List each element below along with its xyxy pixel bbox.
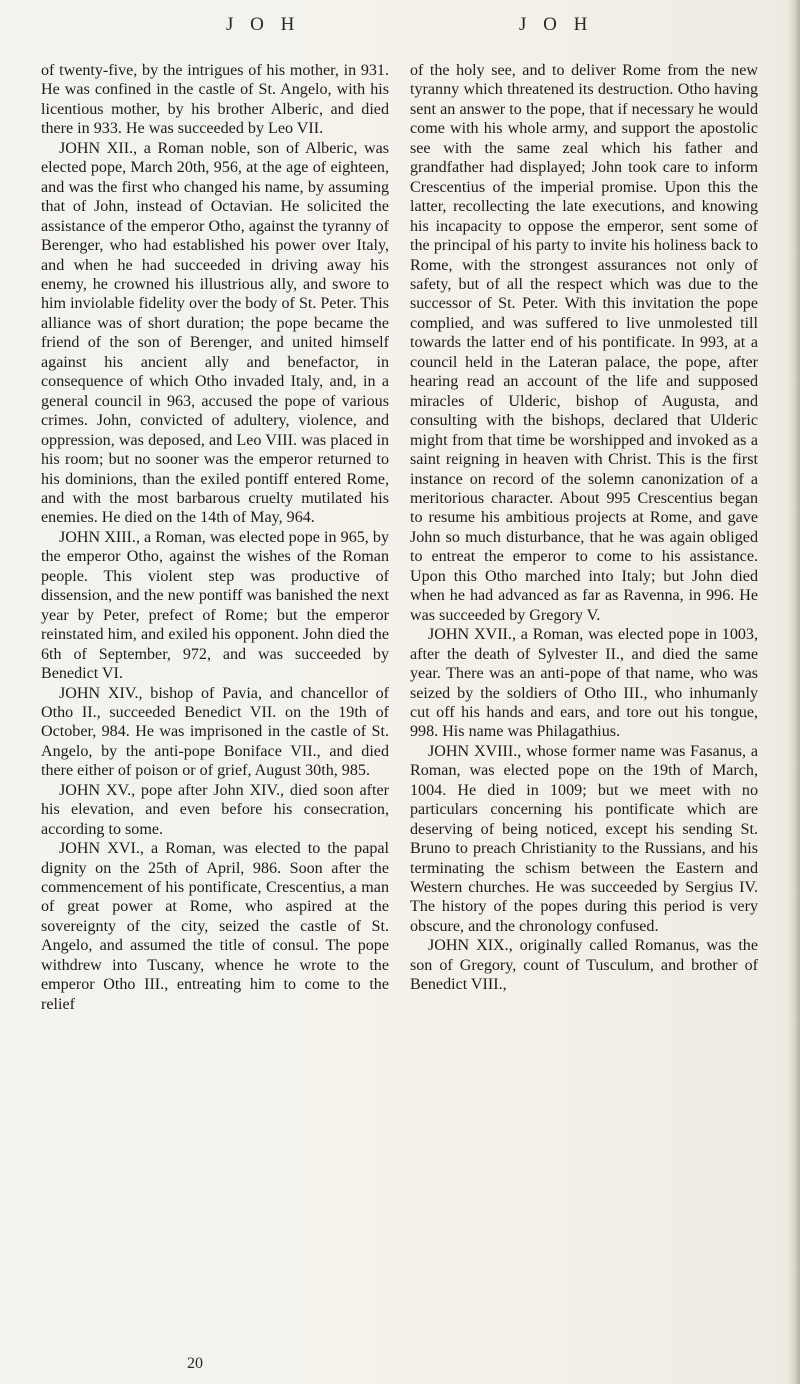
page-number: 20 — [187, 1355, 203, 1372]
entry-john-xvi: JOHN XVI., a Roman, was elected to the papal dignity on the 25th of April, 986. Soon after the commencement of his pontificate, Crescentius, a man of great power at Rome, who aspired at the sovereignty of the city, seized the castle of St. Angelo, and assumed the title of consul. The pope withdrew into Tuscany, whence he wrote to the emperor Otho III., entreating him to come to the relief — [41, 840, 389, 1013]
right-column — [410, 61, 758, 995]
entry-john-xix: JOHN XIX., originally called Romanus, was the son of Gregory, count of Tusculum, and brother of Benedict VIII., — [410, 937, 758, 994]
entry-john-xv: JOHN XV., pope after John XIV., died soon after his elevation, and even before his consecration, according to some. — [41, 781, 389, 838]
left-column — [41, 61, 389, 1014]
entry-john-xii: JOHN XII., a Roman noble, son of Alberic, was elected pope, March 20th, 956, at the age of eighteen, and was the first who changed his name, by assuming that of John, instead of Octavian. He solicited the assistance of the emperor Otho, against the tyranny of Berenger, who had established his power over Italy, and when he had succeeded in driving away his enemy, he crowned his illustrious ally, and swore to him inviolable fidelity over the body of St. Peter. This alliance was of short duration; the pope became the friend of the son of Berenger, and united himself against his ancient ally and benefactor, in consequence of which Otho invaded Italy, and, in a general council in 963, accused the pope of various crimes. John, convicted of adultery, violence, and oppression, was deposed, and Leo VIII. was placed in his room; but no sooner was the emperor returned to his dominions, than the exiled pontiff entered Rome, and with the most barbarous cruelty mutilated his enemies. He died on the 14th of May, 964. — [41, 139, 389, 527]
entry-john-xiv: JOHN XIV., bishop of Pavia, and chancellor of Otho II., succeeded Benedict VII. on the 19th of October, 984. He was imprisoned in the castle of St. Angelo, by the anti-pope Boniface VII., and died there either of poison or of grief, August 30th, 985. — [41, 684, 389, 780]
entry-john-xviii: JOHN XVIII., whose former name was Fasanus, a Roman, was elected pope on the 19th of March, 1004. He died in 1009; but we meet with no particulars concerning his pontificate which are deserving of being noticed, except his sending St. Bruno to preach Christianity to the Russians, and his terminating the schism between the Eastern and Western churches. He was succeeded by Sergius IV. The history of the popes during this period is very obscure, and the chronology confused. — [410, 742, 758, 935]
running-head-left: J O H — [226, 14, 301, 35]
running-head-right: J O H — [519, 14, 594, 35]
paragraph-continuation: of the holy see, and to deliver Rome from the new tyranny which threatened its destruction. Otho having sent an answer to the pope, that if necessary he would come with his whole army, and support the apostolic see with the same zeal which his father and grandfather had displayed; John took care to inform Crescentius of the imperial promise. Upon this the latter, recollecting the late executions, and knowing his incapacity to oppose the emperor, sent some of the principal of his party to invite his holiness back to Rome, with the strongest assurances not only of safety, but of all the respect which was due to the successor of St. Peter. With this invitation the pope complied, and was suffered to live unmolested till towards the latter end of his pontificate. In 993, at a council held in the Lateran palace, the pope, after hearing read an account of the life and supposed miracles of Ulderic, bishop of Augusta, and consulting with the bishops, declared that Ulderic might from that time be worshipped and invoked as a saint reigning in heaven with Christ. This is the first instance on record of the solemn canonization of a meritorious character. About 995 Crescentius began to resume his ambitious projects at Rome, and gave John so much disturbance, that he was again obliged to entreat the emperor to come to his assistance. Upon this Otho marched into Italy; but John died when he had advanced as far as Ravenna, in 996. He was succeeded by Gregory V. — [410, 62, 758, 624]
entry-john-xvii: JOHN XVII., a Roman, was elected pope in 1003, after the death of Sylvester II., and died the same year. There was an anti-pope of that name, who was seized by the soldiers of Otho III., who inhumanly cut off his hands and ears, and tore out his tongue, 998. His name was Philagathius. — [410, 626, 758, 741]
entry-john-xiii: JOHN XIII., a Roman, was elected pope in 965, by the emperor Otho, against the wishes of the Roman people. This violent step was productive of dissension, and the new pontiff was banished the next year by Peter, prefect of Rome; but the emperor reinstated him, and exiled his opponent. John died the 6th of September, 972, and was succeeded by Benedict VI. — [41, 528, 389, 683]
page-edge-shadow — [786, 0, 800, 1384]
paragraph-continuation: of twenty-five, by the intrigues of his mother, in 931. He was confined in the castle of St. Angelo, with his licentious mother, by his brother Alberic, and died there in 933. He was succeeded by Leo VII. — [41, 62, 389, 138]
